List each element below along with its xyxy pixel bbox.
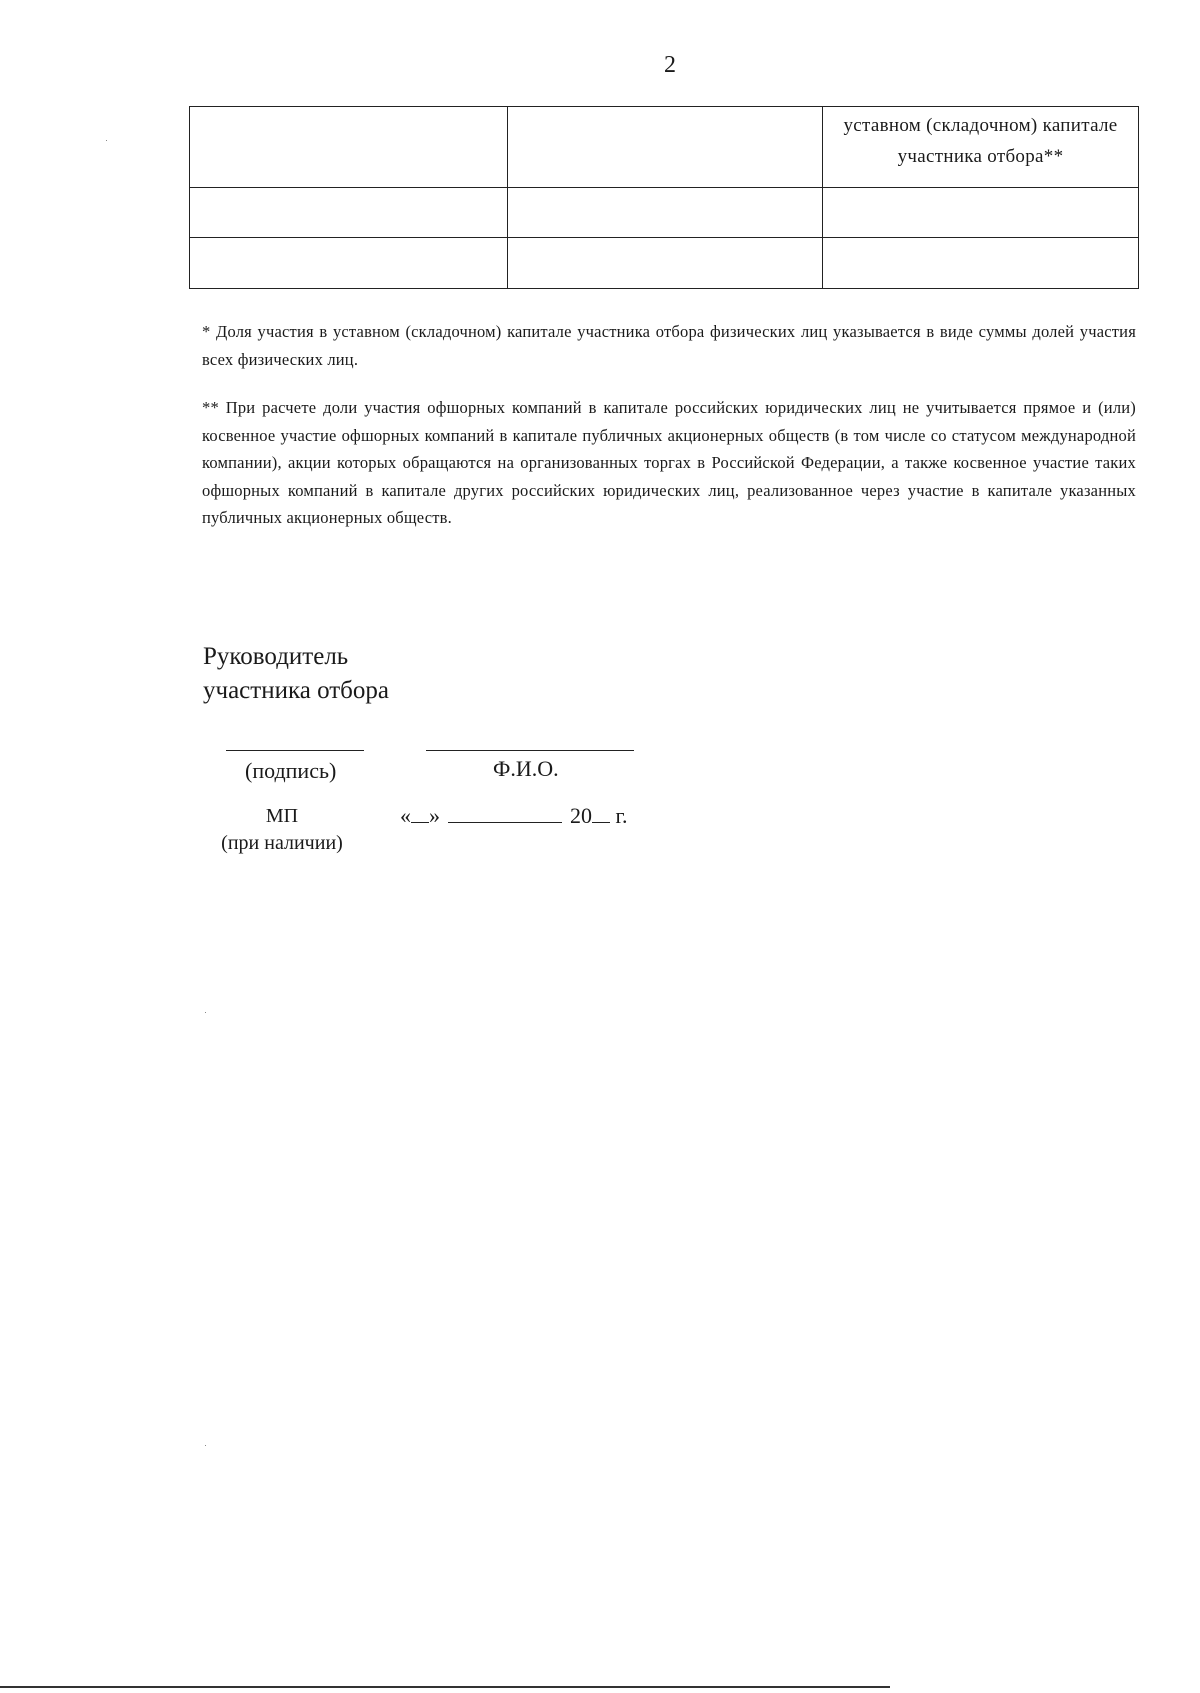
table-cell: [508, 188, 823, 238]
date-open-quote: «: [400, 803, 411, 828]
table-cell: [190, 107, 508, 188]
year-suffix: г.: [615, 803, 628, 828]
signature-caption: (подпись): [245, 758, 337, 783]
date-close-quote: »: [429, 803, 440, 828]
scan-edge-line: [0, 1686, 890, 1688]
footnote-offshore-companies: ** При расчете доли участия офшорных компаний в капитале российских юридических лиц не учитывается прямое и (или) косвенное участие офшорных компаний в капитале публичных акционерных обществ (в том числе со статусом международной компании), акции которых обращаются на организованных торгах в Российской Федерации, а также косвенное участие таких офшорных компаний в капитале других российских юридических лиц, реализованное через участие в капитале указанных публичных акционерных обществ.: [202, 398, 1136, 527]
signature-line: [226, 750, 364, 751]
table-row: [190, 238, 1139, 289]
month-blank: [448, 804, 562, 823]
name-line: [426, 750, 634, 751]
table-cell: [190, 188, 508, 238]
year-blank: [592, 804, 610, 823]
stamp-placeholder: [207, 803, 357, 857]
stamp-label: МП: [265, 805, 299, 827]
signer-title: [203, 640, 389, 708]
footnote-individuals-share: * Доля участия в уставном (складочном) капитале участника отбора физических лиц указывается в виде суммы долей участия всех физических лиц.: [202, 322, 1136, 369]
table-cell: [190, 238, 508, 289]
table-row: [190, 188, 1139, 238]
table-row: [190, 107, 1139, 188]
ownership-table: [189, 106, 1139, 289]
table-cell: [508, 107, 823, 188]
page-number: 2: [664, 52, 676, 78]
scan-speck: [205, 1445, 206, 1446]
scan-speck: [205, 1012, 206, 1013]
scan-speck: [106, 140, 107, 141]
signer-title-line1: Руководитель: [203, 643, 349, 670]
table-cell: [823, 188, 1139, 238]
table-cell-share-header: уставном (складочном) капитале участника отбора**: [823, 107, 1139, 188]
date-field: [400, 803, 628, 829]
name-caption: Ф.И.О.: [493, 756, 559, 781]
table-cell: [508, 238, 823, 289]
table-cell: [823, 238, 1139, 289]
signer-title-line2: участника отбора: [203, 677, 389, 704]
stamp-note: (при наличии): [221, 832, 343, 854]
year-prefix: 20: [570, 803, 592, 828]
day-blank: [411, 804, 429, 823]
